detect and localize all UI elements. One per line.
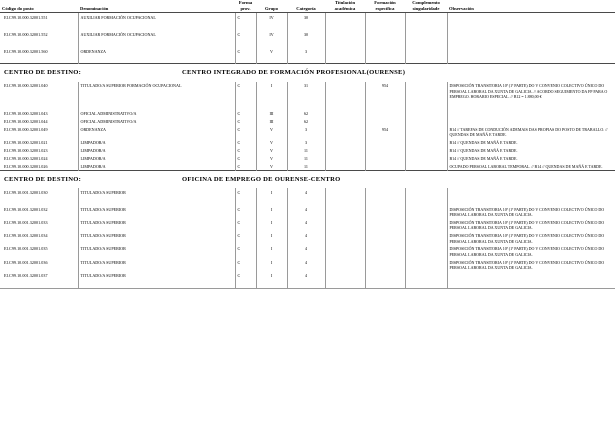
table-row bbox=[0, 109, 615, 117]
cell-titul bbox=[325, 13, 365, 21]
table-row bbox=[0, 47, 615, 55]
cell-grupo: I bbox=[256, 188, 287, 196]
cell-formac bbox=[365, 245, 405, 258]
cell-formac bbox=[365, 13, 405, 21]
col-header-deno: Denominación bbox=[78, 0, 235, 13]
col-header-complemento: Complemento singularidade bbox=[405, 0, 447, 13]
cell-forma: C bbox=[235, 82, 256, 101]
cell-code: EI.C99.10.000.32001.021 bbox=[4, 139, 48, 145]
cell-formac bbox=[365, 117, 405, 125]
cell-titul bbox=[325, 146, 365, 154]
cell-formac bbox=[365, 232, 405, 245]
table-row bbox=[0, 117, 615, 125]
cell-forma: C bbox=[235, 117, 256, 125]
cell-denominacion: ORDENANZA bbox=[78, 47, 235, 55]
cell-compl bbox=[405, 146, 447, 154]
cell-categ: 3 bbox=[287, 138, 325, 146]
cell-categ: 4 bbox=[287, 205, 325, 218]
cell-code: EI.C99.10.001.32001.034 bbox=[4, 233, 48, 239]
header-row bbox=[0, 0, 615, 13]
table-row bbox=[0, 162, 615, 170]
cell-forma: C bbox=[235, 125, 256, 138]
cell-observacion: DISPOSICIÓN TRANSITORIA 10ª (1ª PARTE) DO V CONVENIO COLECTIVO ÚNICO DO PERSOAL LABORAL DA XUNTA DE GALICIA. bbox=[447, 258, 615, 271]
table-row bbox=[0, 245, 615, 258]
section-center-name: CENTRO INTEGRADO DE FORMACIÓN PROFESIONAL(OURENSE) bbox=[182, 69, 406, 77]
cell-titul bbox=[325, 162, 365, 170]
cell-denominacion: AUXILIAR FORMACIÓN OCUPACIONAL bbox=[78, 13, 235, 21]
cell-observacion: B14 // TAREFAS DE CONDUCIÓN ADEMAIS DAS PROPIAS DO POSTO DE TRABALLO. // QUENDAS DE MAÑÁ E TARDE. bbox=[447, 125, 615, 138]
col-header-formacion: Formación específica bbox=[365, 0, 405, 13]
col-header-observacion: Observación bbox=[447, 0, 615, 13]
cell-observacion: DISPOSICIÓN TRANSITORIA 10ª (1ª PARTE) DO V CONVENIO COLECTIVO ÚNICO DO PERSOAL LABORAL DA XUNTA DE GALICIA. // ACORDO SEGUIMENTO DA FP PARA O EMPREGO. HORARIO ESPECIAL. // B12 = 1.880,00 € bbox=[447, 82, 615, 101]
table-row bbox=[0, 13, 615, 21]
table-header bbox=[0, 0, 615, 13]
cell-observacion bbox=[447, 188, 615, 196]
cell-denominacion: ORDENANZA bbox=[78, 125, 235, 138]
cell-categ: 3 bbox=[287, 125, 325, 138]
cell-observacion: DISPOSICIÓN TRANSITORIA 10ª (1ª PARTE) DO V CONVENIO COLECTIVO ÚNICO DO PERSOAL LABORAL DA XUNTA DE GALICIA. bbox=[447, 232, 615, 245]
table-row bbox=[0, 82, 615, 101]
cell-categ: 4 bbox=[287, 188, 325, 196]
cell-compl bbox=[405, 162, 447, 170]
cell-titul bbox=[325, 205, 365, 218]
cell-grupo: V bbox=[256, 47, 287, 55]
cell-grupo: I bbox=[256, 245, 287, 258]
section-label: CENTRO DE DESTINO: bbox=[4, 69, 82, 77]
cell-formac bbox=[365, 154, 405, 162]
cell-code: EI.C99.10.000.32001.551 bbox=[4, 15, 48, 21]
cell-titul bbox=[325, 47, 365, 55]
col-header-forma: Forma prov. bbox=[235, 0, 256, 13]
cell-compl bbox=[405, 188, 447, 196]
cell-titul bbox=[325, 109, 365, 117]
cell-denominacion: TITULADO/A SUPERIOR bbox=[78, 188, 235, 196]
cell-grupo: I bbox=[256, 218, 287, 231]
cell-titul bbox=[325, 218, 365, 231]
cell-denominacion: LIMPADOR/A bbox=[78, 162, 235, 170]
table-row bbox=[0, 188, 615, 196]
table-closing-rule bbox=[0, 288, 615, 289]
cell-denominacion: TITULADO/A SUPERIOR bbox=[78, 271, 235, 279]
cell-categ: 30 bbox=[287, 30, 325, 38]
cell-grupo: V bbox=[256, 146, 287, 154]
cell-code: EI.C99.10.000.32001.552 bbox=[4, 31, 48, 37]
cell-categ: 11 bbox=[287, 146, 325, 154]
cell-observacion: B14 // QUENDAS DE MAÑÁ E TARDE. bbox=[447, 146, 615, 154]
cell-titul bbox=[325, 154, 365, 162]
cell-forma: C bbox=[235, 205, 256, 218]
table-row bbox=[0, 232, 615, 245]
cell-grupo: V bbox=[256, 162, 287, 170]
cell-formac bbox=[365, 218, 405, 231]
cell-compl bbox=[405, 218, 447, 231]
cell-grupo: V bbox=[256, 154, 287, 162]
section-banner-row bbox=[0, 64, 615, 82]
cell-code: EI.C99.10.000.32001.040 bbox=[4, 83, 48, 89]
cell-formac bbox=[365, 205, 405, 218]
cell-observacion bbox=[447, 47, 615, 55]
cell-forma: C bbox=[235, 146, 256, 154]
cell-observacion: DISPOSICIÓN TRANSITORIA 10ª (1ª PARTE) DO V CONVENIO COLECTIVO ÚNICO DO PERSOAL LABORAL DA XUNTA DE GALICIA. bbox=[447, 245, 615, 258]
cell-grupo: III bbox=[256, 109, 287, 117]
table-row bbox=[0, 138, 615, 146]
cell-compl bbox=[405, 232, 447, 245]
cell-compl bbox=[405, 205, 447, 218]
cell-categ: 4 bbox=[287, 271, 325, 279]
cell-formac bbox=[365, 258, 405, 271]
cell-forma: C bbox=[235, 162, 256, 170]
cell-categ: 4 bbox=[287, 245, 325, 258]
cell-forma: C bbox=[235, 13, 256, 21]
cell-grupo: I bbox=[256, 82, 287, 101]
row-spacer bbox=[0, 196, 615, 205]
cell-code: EI.C99.10.000.32001.043 bbox=[4, 111, 48, 117]
cell-observacion bbox=[447, 109, 615, 117]
row-spacer bbox=[0, 38, 615, 47]
cell-compl bbox=[405, 30, 447, 38]
cell-grupo: I bbox=[256, 258, 287, 271]
cell-grupo: I bbox=[256, 232, 287, 245]
cell-formac bbox=[365, 138, 405, 146]
cell-denominacion: TITULADO/A SUPERIOR bbox=[78, 245, 235, 258]
cell-formac bbox=[365, 30, 405, 38]
cell-titul bbox=[325, 82, 365, 101]
cell-forma: C bbox=[235, 138, 256, 146]
cell-observacion: DISPOSICIÓN TRANSITORIA 10ª (1ª PARTE) DO V CONVENIO COLECTIVO ÚNICO DO PERSOAL LABORAL DA XUNTA DE GALICIA. bbox=[447, 218, 615, 231]
cell-observacion bbox=[447, 271, 615, 279]
cell-categ: 3 bbox=[287, 47, 325, 55]
cell-titul bbox=[325, 188, 365, 196]
cell-code: EI.C99.10.000.32001.044 bbox=[4, 118, 48, 124]
cell-categ: 30 bbox=[287, 13, 325, 21]
table-row bbox=[0, 205, 615, 218]
cell-code: EI.C99.10.001.32001.033 bbox=[4, 220, 48, 225]
cell-categ: 62 bbox=[287, 109, 325, 117]
cell-categ: 11 bbox=[287, 154, 325, 162]
table-row bbox=[0, 30, 615, 38]
cell-forma: C bbox=[235, 188, 256, 196]
cell-categ: 4 bbox=[287, 218, 325, 231]
cell-compl bbox=[405, 117, 447, 125]
cell-grupo: V bbox=[256, 138, 287, 146]
cell-grupo: III bbox=[256, 117, 287, 125]
cell-observacion: OCUPADO PERSOAL LABORAL TEMPORAL. // B14 // QUENDAS DE MAÑÁ E TARDE. bbox=[447, 162, 615, 170]
cell-grupo: I bbox=[256, 271, 287, 279]
cell-formac: 954 bbox=[365, 82, 405, 101]
cell-forma: C bbox=[235, 218, 256, 231]
cell-formac: 954 bbox=[365, 125, 405, 138]
cell-forma: C bbox=[235, 245, 256, 258]
cell-titul bbox=[325, 117, 365, 125]
cell-grupo: I bbox=[256, 205, 287, 218]
cell-compl bbox=[405, 154, 447, 162]
cell-denominacion: TITULADO/A SUPERIOR FORMACIÓN OCUPACIONAL bbox=[78, 82, 235, 101]
col-header-grupo: Grupo bbox=[256, 0, 287, 13]
cell-forma: C bbox=[235, 109, 256, 117]
cell-forma: C bbox=[235, 47, 256, 55]
cell-code: EI.C99.10.000.32001.023 bbox=[4, 147, 48, 153]
cell-compl bbox=[405, 109, 447, 117]
cell-titul bbox=[325, 125, 365, 138]
cell-compl bbox=[405, 138, 447, 146]
cell-formac bbox=[365, 146, 405, 154]
row-spacer bbox=[0, 21, 615, 30]
cell-code: EI.C99.10.001.32001.032 bbox=[4, 206, 48, 212]
cell-titul bbox=[325, 30, 365, 38]
cell-categ: 4 bbox=[287, 258, 325, 271]
cell-forma: C bbox=[235, 258, 256, 271]
cell-titul bbox=[325, 138, 365, 146]
cell-formac bbox=[365, 188, 405, 196]
cell-compl bbox=[405, 13, 447, 21]
cell-forma: C bbox=[235, 154, 256, 162]
cell-forma: C bbox=[235, 232, 256, 245]
table-row bbox=[0, 125, 615, 138]
cell-observacion bbox=[447, 30, 615, 38]
cell-categ: 4 bbox=[287, 232, 325, 245]
cell-compl bbox=[405, 245, 447, 258]
cell-grupo: IV bbox=[256, 13, 287, 21]
cell-code: EI.C99.10.000.32001.024 bbox=[4, 155, 48, 161]
section-banner-row bbox=[0, 170, 615, 188]
table-row bbox=[0, 271, 615, 279]
cell-categ: 31 bbox=[287, 82, 325, 101]
col-header-categoria: Categoría bbox=[287, 0, 325, 13]
cell-formac bbox=[365, 162, 405, 170]
cell-forma: C bbox=[235, 30, 256, 38]
cell-code: EI.C99.10.000.32001.560 bbox=[4, 48, 48, 54]
cell-compl bbox=[405, 125, 447, 138]
cell-titul bbox=[325, 258, 365, 271]
cell-observacion: DISPOSICIÓN TRANSITORIA 10ª (1ª PARTE) DO V CONVENIO COLECTIVO ÚNICO DO PERSOAL LABORAL DA XUNTA DE GALICIA. bbox=[447, 205, 615, 218]
cell-observacion bbox=[447, 117, 615, 125]
cell-code: EI.C99.10.000.32001.049 bbox=[4, 126, 48, 132]
cell-titul bbox=[325, 271, 365, 279]
cell-grupo: V bbox=[256, 125, 287, 138]
cell-denominacion: AUXILIAR FORMACIÓN OCUPACIONAL bbox=[78, 30, 235, 38]
row-spacer bbox=[0, 100, 615, 109]
cell-code: EI.C99.10.000.32001.026 bbox=[4, 163, 48, 169]
cell-denominacion: TITULADO/A SUPERIOR bbox=[78, 218, 235, 231]
cell-titul bbox=[325, 245, 365, 258]
cell-denominacion: TITULADO/A SUPERIOR bbox=[78, 205, 235, 218]
table-row bbox=[0, 154, 615, 162]
cell-compl bbox=[405, 258, 447, 271]
cell-denominacion: TITULADO/A SUPERIOR bbox=[78, 232, 235, 245]
section-center-name: OFICINA DE EMPREGO DE OURENSE-CENTRO bbox=[182, 175, 341, 183]
cell-titul bbox=[325, 232, 365, 245]
cell-denominacion: TITULADO/A SUPERIOR bbox=[78, 258, 235, 271]
col-header-titulacion: Titulación académica bbox=[325, 0, 365, 13]
cell-code: EI.C99.10.001.32001.030 bbox=[4, 189, 48, 195]
cell-grupo: IV bbox=[256, 30, 287, 38]
cell-formac bbox=[365, 47, 405, 55]
cell-denominacion: OFICIAL ADMINISTRATIVO/A bbox=[78, 117, 235, 125]
row-spacer bbox=[0, 279, 615, 288]
cell-observacion: B14 // QUENDAS DE MAÑÁ E TARDE. bbox=[447, 138, 615, 146]
cell-observacion: B14 // QUENDAS DE MAÑÁ E TARDE. bbox=[447, 154, 615, 162]
cell-denominacion: LIMPADOR/A bbox=[78, 146, 235, 154]
cell-formac bbox=[365, 271, 405, 279]
cell-forma: C bbox=[235, 271, 256, 279]
cell-code: EI.C99.10.001.32001.035 bbox=[4, 246, 48, 252]
cell-formac bbox=[365, 109, 405, 117]
cell-denominacion: LIMPADOR/A bbox=[78, 138, 235, 146]
cell-compl bbox=[405, 271, 447, 279]
row-spacer bbox=[0, 55, 615, 64]
cell-code: EI.C99.10.001.32001.037 bbox=[4, 272, 48, 278]
cell-code: EI.C99.10.001.32001.036 bbox=[4, 259, 48, 265]
section-label: CENTRO DE DESTINO: bbox=[4, 175, 82, 183]
cell-denominacion: LIMPADOR/A bbox=[78, 154, 235, 162]
table-row bbox=[0, 218, 615, 231]
cell-observacion bbox=[447, 13, 615, 21]
cell-compl bbox=[405, 82, 447, 101]
col-header-code: Código do posto bbox=[0, 0, 78, 13]
cell-compl bbox=[405, 47, 447, 55]
cell-categ: 11 bbox=[287, 162, 325, 170]
cell-denominacion: OFICIAL ADMINISTRATIVO/A bbox=[78, 109, 235, 117]
table-body bbox=[0, 13, 615, 289]
table-row bbox=[0, 146, 615, 154]
cell-categ: 62 bbox=[287, 117, 325, 125]
table-row bbox=[0, 258, 615, 271]
